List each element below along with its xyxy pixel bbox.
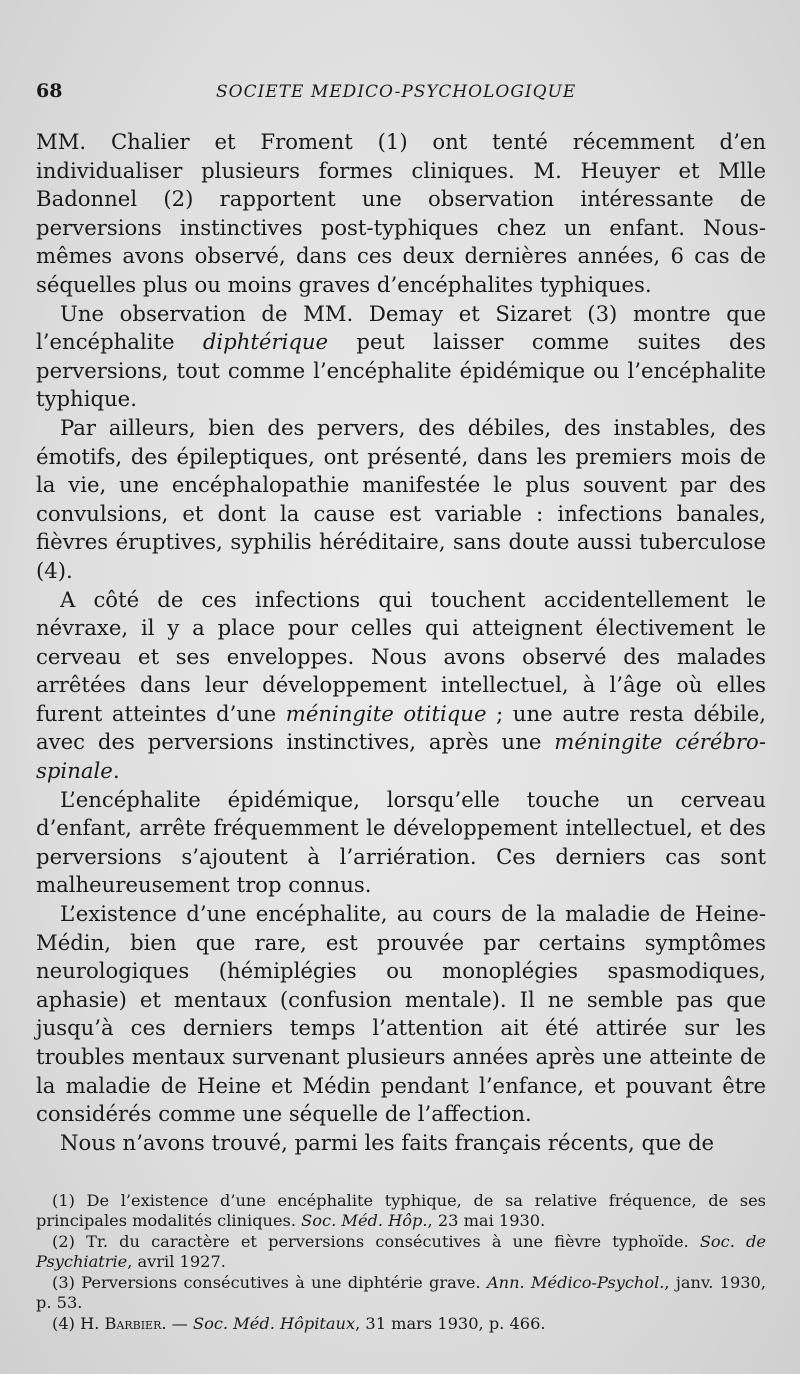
paragraph-4-emphasis-2: méningite cérébro-spinale — [36, 729, 766, 784]
body-text — [36, 128, 766, 1157]
footnote-2-text-b: , avril 1927. — [127, 1251, 226, 1271]
footnote-4-source: Soc. Méd. Hôpitaux — [192, 1314, 356, 1334]
footnote-1-text-b: , 23 mai 1930. — [427, 1210, 546, 1230]
paragraph-2-text-b: peut laisser comme suites des perversions, tout comme l’encéphalite épidémique ou l’encéphalite typhique. — [36, 329, 766, 412]
paragraph-7: Nous n’avons trouvé, parmi les faits français récents, que de — [60, 1129, 715, 1155]
paragraph-3: Par ailleurs, bien des pervers, des débiles, des instables, des émotifs, des épileptiques, ont présenté, dans les premiers mois de la vie, une encéphalopathie manifestée le plus souvent par des convulsions, et dont la cause est variable : infections banales, fièvres éruptives, syphilis héréditaire, sans doute aussi tuberculose (4). — [36, 414, 766, 583]
footnotes — [36, 1191, 766, 1334]
running-head — [36, 80, 766, 120]
footnote-1 — [36, 1191, 766, 1230]
footnote-3 — [36, 1273, 766, 1312]
footnote-1-text-a: (1) De l’existence d’une encéphalite typhique, de sa relative fréquence, de ses principales modalités cliniques. — [36, 1191, 766, 1230]
paragraph-2 — [36, 300, 766, 414]
footnote-1-source: Soc. Méd. Hôp. — [301, 1210, 428, 1230]
paragraph-2-emphasis: diphtérique — [202, 329, 329, 355]
page-number: 68 — [36, 80, 63, 102]
journal-title: SOCIETE MEDICO-PSYCHOLOGIQUE — [216, 82, 577, 102]
paragraph-5: L’encéphalite épidémique, lorsqu’elle touche un cerveau d’enfant, arrête fréquemment le développement intellectuel, et des perversions s’ajoutent à l’arriération. Ces derniers cas sont malheureusement trop connus. — [36, 786, 766, 898]
footnote-4-text-c: , 31 mars 1930, p. 466. — [355, 1314, 546, 1334]
footnote-2 — [36, 1232, 766, 1271]
paragraph-4-emphasis-1: méningite otitique — [285, 700, 487, 726]
footnote-3-text-b: , janv. 1930, p. 53. — [36, 1273, 766, 1312]
footnote-4-text-a: (4) H. — [52, 1314, 105, 1334]
footnote-2-text-a: (2) Tr. du caractère et perversions consécutives à une fièvre typhoïde. — [52, 1232, 700, 1252]
footnote-3-text-a: (3) Perversions consécutives à une diphtérie grave. — [52, 1273, 487, 1293]
paragraph-2-text-a: Une observation de MM. Demay et Sizaret (3) montre que l’encéphalite — [36, 300, 766, 355]
footnote-3-source: Ann. Médico-Psychol. — [486, 1273, 665, 1293]
footnote-4-author: Barbier — [104, 1314, 162, 1334]
paragraph-4-text-a: A côté de ces infections qui touchent accidentellement le névraxe, il y a place pour celles qui atteignent électivement le cerveau et ses enveloppes. Nous avons observé des malades arrêtées dans leur développement intellectuel, à l’âge où elles furent atteintes d’une — [36, 586, 766, 726]
footnote-2-source: Soc. de Psychiatrie — [36, 1232, 766, 1271]
footnote-4 — [36, 1314, 766, 1334]
paragraph-4 — [36, 586, 766, 786]
paragraph-4-text-c: . — [112, 758, 120, 784]
paragraph-6: L’existence d’une encéphalite, au cours de la maladie de Heine-Médin, bien que rare, est prouvée par certains symptômes neurologiques (hémiplégies ou monoplégies spasmodiques, aphasie) et mentaux (confusion mentale). Il ne semble pas que jusqu’à ces derniers temps l’attention ait été attirée sur les troubles mentaux survenant plusieurs années après une atteinte de la maladie de Heine et Médin pendant l’enfance, et pouvant être considérés comme une séquelle de l’affection. — [36, 901, 766, 1127]
paragraph-1: MM. Chalier et Froment (1) ont tenté récemment d’en individualiser plusieurs formes cliniques. M. Heuyer et Mlle Badonnel (2) rapportent une observation intéressante de perversions instinctives post-typhiques chez un enfant. Nous-mêmes avons observé, dans ces deux dernières années, 6 cas de séquelles plus ou moins graves d’encéphalites typhiques. — [36, 129, 766, 297]
footnote-4-text-b: . — — [161, 1314, 193, 1334]
paragraph-4-text-b: ; une autre resta débile, avec des perversions instinctives, après une — [36, 700, 766, 755]
